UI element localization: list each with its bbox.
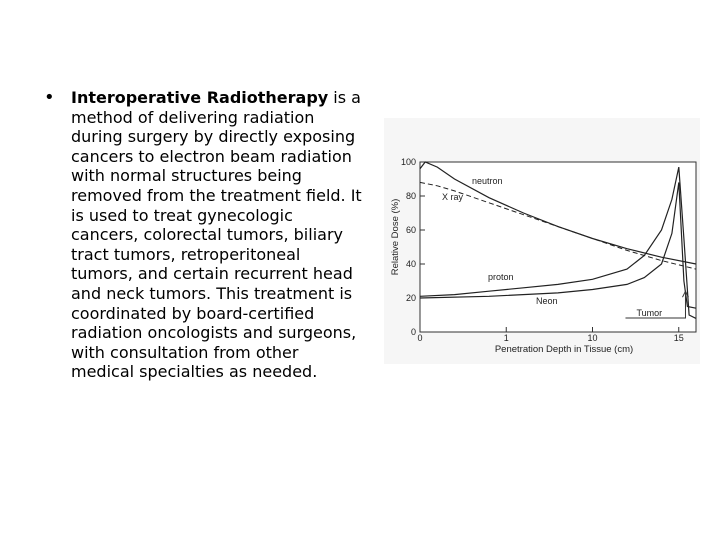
bullet-body: is a method of delivering radiation during surgery by directly exposing cancers to electron beam radiation with normal structures being removed from the treatment field. It is used to treat gynecologic cancers, colorectal tumors, biliary tract tumors, retroperitoneal tumors, and certain recurrent head and neck tumors. This treatment is coordinated by board-certified radiation oncologists and surgeons, with consultation from other medical specialties as needed. [71, 88, 362, 382]
y-tick-label-1: 20 [405, 293, 416, 303]
y-tick-label-5: 100 [400, 157, 416, 167]
bullet-text [71, 88, 364, 382]
plot-frame [420, 162, 696, 332]
y-tick-label-0: 0 [410, 327, 416, 337]
x-axis-title: Penetration Depth in Tissue (cm) [494, 344, 634, 355]
bullet-dot-icon: • [44, 87, 55, 108]
y-axis-title: Relative Dose (%) [390, 198, 401, 276]
y-tick-label-2: 40 [405, 259, 416, 269]
plot-area [420, 162, 696, 332]
tumor-label: Tumor [636, 308, 663, 318]
y-tick-label-4: 80 [405, 191, 416, 201]
bullet-paragraph [44, 88, 364, 382]
dose-depth-chart [384, 118, 700, 364]
x-tick-label-1: 1 [503, 333, 509, 343]
series-label-x-ray: X ray [442, 192, 464, 202]
x-tick-label-0: 0 [417, 333, 423, 343]
x-tick-label-2: 10 [587, 333, 598, 343]
series-label-proton: proton [488, 272, 514, 282]
series-label-neutron: neutron [472, 176, 503, 186]
series-label-neon: Neon [536, 296, 558, 306]
bullet-title: Interoperative Radiotherapy [71, 88, 329, 107]
x-tick-label-3: 15 [673, 333, 684, 343]
chart-svg [384, 118, 700, 364]
y-tick-label-3: 60 [405, 225, 416, 235]
